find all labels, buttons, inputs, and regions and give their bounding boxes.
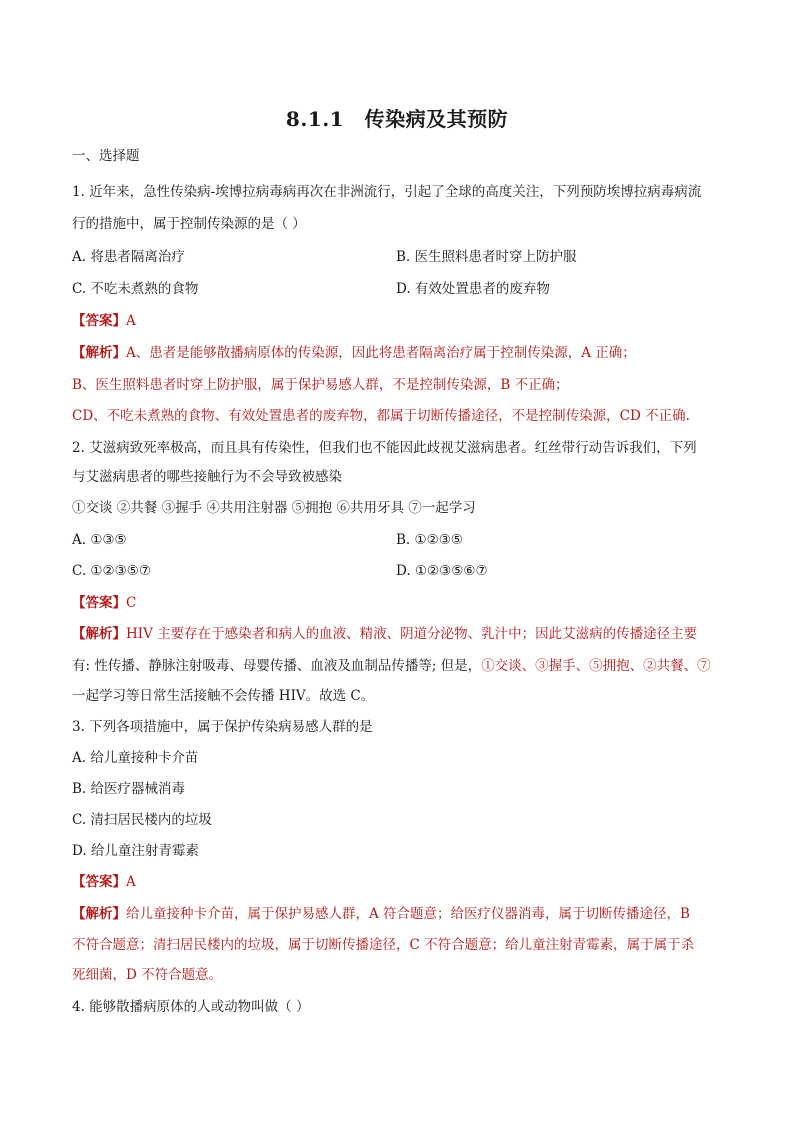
q1-option-d: D. 有效处置患者的废弃物 (396, 281, 550, 297)
q3-analysis-line1 (72, 904, 690, 924)
q1-option-a: A. 将患者隔离治疗 (72, 249, 185, 265)
q2-option-d: D. ①②③⑤⑥⑦ (396, 563, 488, 579)
answer-tag: 【答案】 (72, 595, 126, 611)
answer-value: A (126, 313, 136, 329)
analysis-text: 有: 性传播、静脉注射吸毒、母婴传播、血液及血制品传播等; 但是， (72, 658, 482, 674)
q2-analysis-line1 (72, 624, 697, 644)
q1-stem-line2: 行的措施中，属于控制传染源的是（ ） (72, 216, 306, 232)
q3-option-d: D. 给儿童注射青霉素 (72, 843, 199, 859)
q2-option-b: B. ①②③⑤ (396, 532, 463, 548)
q2-stem-line1: 2. 艾滋病致死率极高，而且具有传染性，但我们也不能因此歧视艾滋病患者。红丝带行动告诉我们，下列 (72, 440, 697, 456)
analysis-tag: 【解析】 (72, 906, 126, 922)
q3-option-a: A. 给儿童接种卡介苗 (72, 750, 199, 766)
q2-stem-line2: 与艾滋病患者的哪些接触行为不会导致被感染 (72, 469, 342, 485)
q1-answer (72, 311, 136, 331)
q2-option-c: C. ①②③⑤⑦ (72, 563, 151, 579)
q2-items: ①交谈 ②共餐 ③握手 ④共用注射器 ⑤拥抱 ⑥共用牙具 ⑦一起学习 (72, 500, 476, 516)
answer-tag: 【答案】 (72, 874, 126, 890)
analysis-highlight: ①交谈、③握手、⑤拥抱、②共餐、⑦ (481, 658, 711, 674)
q1-analysis-line1 (72, 343, 636, 363)
analysis-tag: 【解析】 (72, 345, 126, 361)
answer-value: A (126, 874, 136, 890)
q2-option-a: A. ①③⑤ (72, 532, 127, 548)
analysis-text: 给儿童接种卡介苗，属于保护易感人群，A 符合题意；给医疗仪器消毒，属于切断传播途径，B (126, 906, 690, 922)
section-heading: 一、选择题 (72, 148, 140, 164)
q2-answer (72, 593, 136, 613)
q2-analysis-line2 (72, 656, 711, 676)
answer-tag: 【答案】 (72, 313, 126, 329)
q3-answer (72, 872, 136, 892)
q1-analysis-line2: B、医生照料患者时穿上防护服，属于保护易感人群，不是控制传染源，B 不正确； (72, 377, 569, 393)
q3-stem: 3. 下列各项措施中，属于保护传染病易感人群的是 (72, 719, 373, 735)
q3-analysis-line2: 不符合题意；清扫居民楼内的垃圾，属于切断传播途径，C 不符合题意；给儿童注射青霉素，属于属于杀 (72, 937, 695, 953)
q1-option-c: C. 不吃未煮熟的食物 (72, 281, 199, 297)
page-title: 8.1.1 传染病及其预防 (285, 107, 509, 131)
q1-option-b: B. 医生照料患者时穿上防护服 (396, 249, 577, 265)
answer-value: C (126, 595, 137, 611)
analysis-text: HIV 主要存在于感染者和病人的血液、精液、阴道分泌物、乳汁中；因此艾滋病的传播途径主要 (126, 626, 698, 642)
q3-analysis-line3: 死细菌，D 不符合题意。 (72, 967, 223, 983)
q1-analysis-line3: CD、不吃未煮熟的食物、有效处置患者的废弃物，都属于切断传播途径，不是控制传染源，CD 不正确. (72, 408, 690, 424)
q2-analysis-line3: 一起学习等日常生活接触不会传播 HIV。故选 C。 (72, 688, 375, 704)
analysis-text: A、患者是能够散播病原体的传染源，因此将患者隔离治疗属于控制传染源，A 正确； (126, 345, 636, 361)
q3-option-b: B. 给医疗器械消毒 (72, 781, 186, 797)
q4-stem: 4. 能够散播病原体的人或动物叫做（ ） (72, 999, 310, 1015)
analysis-tag: 【解析】 (72, 626, 126, 642)
q3-option-c: C. 清扫居民楼内的垃圾 (72, 812, 212, 828)
q1-stem-line1: 1. 近年来，急性传染病-埃博拉病毒病再次在非洲流行，引起了全球的高度关注，下列预防埃博拉病毒病流 (72, 184, 702, 200)
